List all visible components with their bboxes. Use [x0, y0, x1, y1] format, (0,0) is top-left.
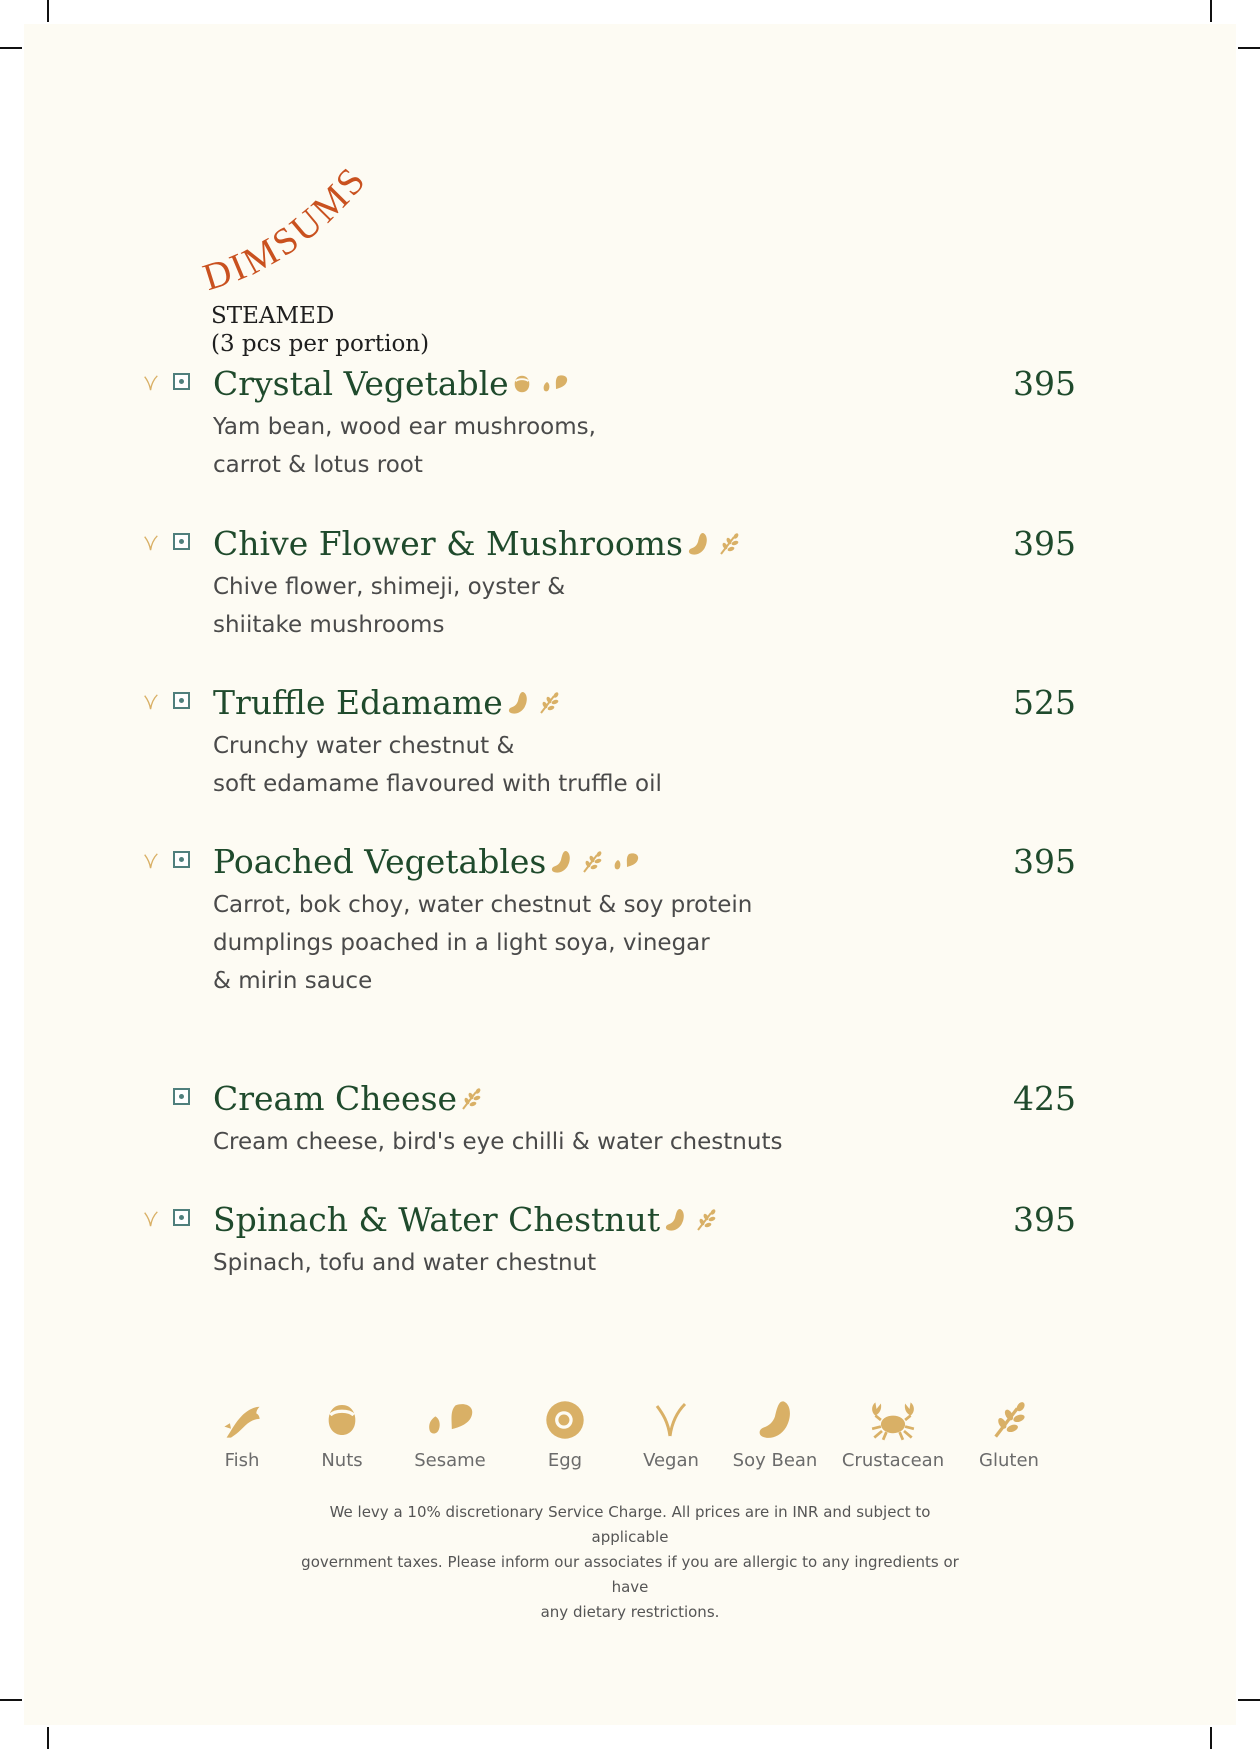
- legend-label: Gluten: [979, 1450, 1039, 1471]
- dish-price: 395: [1013, 364, 1076, 403]
- dish-name: Spinach & Water Chestnut: [213, 1200, 661, 1239]
- description-line: soft edamame flavoured with truffle oil: [213, 771, 662, 797]
- dish-description: [213, 568, 565, 644]
- dish-price: 395: [1013, 524, 1076, 563]
- allergen-icons: [505, 690, 561, 716]
- veg-icon: [173, 373, 190, 390]
- soy-bean-icon: [685, 531, 711, 557]
- description-line: & mirin sauce: [213, 968, 373, 994]
- subtitle-line: STEAMED: [211, 303, 335, 329]
- legend-label: Sesame: [414, 1450, 486, 1471]
- diet-marks: [142, 1208, 202, 1238]
- footnote-line: We levy a 10% discretionary Service Charge. All prices are in INR and subject to applicable: [329, 1503, 931, 1546]
- allergen-icons: [685, 531, 741, 557]
- legend-label: Egg: [547, 1450, 583, 1471]
- subtitle-line: (3 pcs per portion): [211, 331, 430, 357]
- section-subtitle: [211, 302, 429, 358]
- footnote: [290, 1500, 970, 1625]
- description-line: Crunchy water chestnut &: [213, 733, 515, 759]
- footnote-line: any dietary restrictions.: [540, 1603, 720, 1621]
- sesame-icon: [422, 1398, 478, 1442]
- legend-item-soy-bean: [715, 1398, 835, 1471]
- vegan-icon: [651, 1398, 691, 1442]
- description-line: Spinach, tofu and water chestnut: [213, 1250, 597, 1276]
- crop-mark: [47, 1727, 49, 1749]
- crop-mark: [1238, 47, 1260, 49]
- description-line: dumplings poached in a light soya, vinegar: [213, 930, 710, 956]
- description-line: Cream cheese, bird's eye chilli & water chestnuts: [213, 1129, 783, 1155]
- gluten-icon: [717, 531, 741, 557]
- dish-description: [213, 727, 662, 803]
- diet-marks: [142, 1087, 202, 1117]
- allergen-icons: [548, 849, 642, 875]
- soy-bean-icon: [505, 690, 531, 716]
- crop-mark: [1238, 1699, 1260, 1701]
- sesame-icon: [539, 372, 571, 396]
- description-line: Carrot, bok choy, water chestnut & soy protein: [213, 892, 753, 918]
- dish-name: Chive Flower & Mushrooms: [213, 524, 683, 563]
- legend-label: Vegan: [643, 1450, 699, 1471]
- description-line: carrot & lotus root: [213, 452, 423, 478]
- diet-marks: [142, 372, 202, 402]
- soy-bean-icon: [662, 1207, 688, 1233]
- diet-marks: [142, 850, 202, 880]
- legend-label: Soy Bean: [732, 1450, 818, 1471]
- allergen-icons: [459, 1086, 483, 1112]
- soy-bean-icon: [548, 849, 574, 875]
- gluten-icon: [694, 1207, 718, 1233]
- diet-marks: [142, 691, 202, 721]
- gluten-icon: [580, 849, 604, 875]
- legend-item-gluten: [949, 1398, 1069, 1471]
- soy-bean-icon: [753, 1398, 797, 1442]
- veg-icon: [173, 851, 190, 868]
- legend-item-sesame: [390, 1398, 510, 1471]
- nuts-icon: [322, 1398, 362, 1442]
- legend-item-egg: [505, 1398, 625, 1471]
- egg-icon: [543, 1398, 587, 1442]
- legend-label: Nuts: [321, 1450, 363, 1471]
- nuts-icon: [511, 372, 533, 396]
- allergen-icons: [662, 1207, 718, 1233]
- crop-mark: [0, 47, 22, 49]
- dish-price: 395: [1013, 1200, 1076, 1239]
- dish-description: [213, 886, 752, 1000]
- description-line: shiitake mushrooms: [213, 612, 445, 638]
- gluten-icon: [459, 1086, 483, 1112]
- sesame-icon: [610, 850, 642, 874]
- crop-mark: [1210, 0, 1212, 22]
- gluten-icon: [989, 1398, 1029, 1442]
- vegan-icon: [142, 691, 160, 713]
- crop-mark: [1210, 1727, 1212, 1749]
- dish-description: [213, 408, 596, 484]
- dish-name: Truffle Edamame: [213, 683, 503, 722]
- veg-icon: [173, 692, 190, 709]
- description-line: Chive flower, shimeji, oyster &: [213, 574, 566, 600]
- description-line: Yam bean, wood ear mushrooms,: [213, 414, 596, 440]
- allergen-icons: [511, 372, 571, 396]
- vegan-icon: [142, 372, 160, 394]
- vegan-icon: [142, 532, 160, 554]
- dish-description: [213, 1244, 596, 1282]
- dish-price: 525: [1013, 683, 1076, 722]
- legend-item-vegan: [611, 1398, 731, 1471]
- legend-item-crustacean: [833, 1398, 953, 1471]
- crop-mark: [0, 1699, 22, 1701]
- veg-icon: [173, 1209, 190, 1226]
- footnote-line: government taxes. Please inform our associates if you are allergic to any ingredients or have: [301, 1553, 959, 1596]
- gluten-icon: [537, 690, 561, 716]
- fish-icon: [220, 1398, 264, 1442]
- legend-item-nuts: [282, 1398, 402, 1471]
- crop-mark: [47, 0, 49, 22]
- vegan-icon: [142, 850, 160, 872]
- dish-name: Crystal Vegetable: [213, 364, 509, 403]
- crustacean-icon: [866, 1398, 920, 1442]
- dish-name: Poached Vegetables: [213, 842, 547, 881]
- dish-price: 425: [1013, 1079, 1076, 1118]
- veg-icon: [173, 533, 190, 550]
- dish-description: [213, 1123, 782, 1161]
- legend-label: Crustacean: [841, 1450, 945, 1471]
- veg-icon: [173, 1088, 190, 1105]
- vegan-icon: [142, 1208, 160, 1230]
- dish-price: 395: [1013, 842, 1076, 881]
- section-title-text: DIMSUMS: [198, 158, 376, 300]
- dish-name: Cream Cheese: [213, 1079, 458, 1118]
- diet-marks: [142, 532, 202, 562]
- legend-label: Fish: [224, 1450, 260, 1471]
